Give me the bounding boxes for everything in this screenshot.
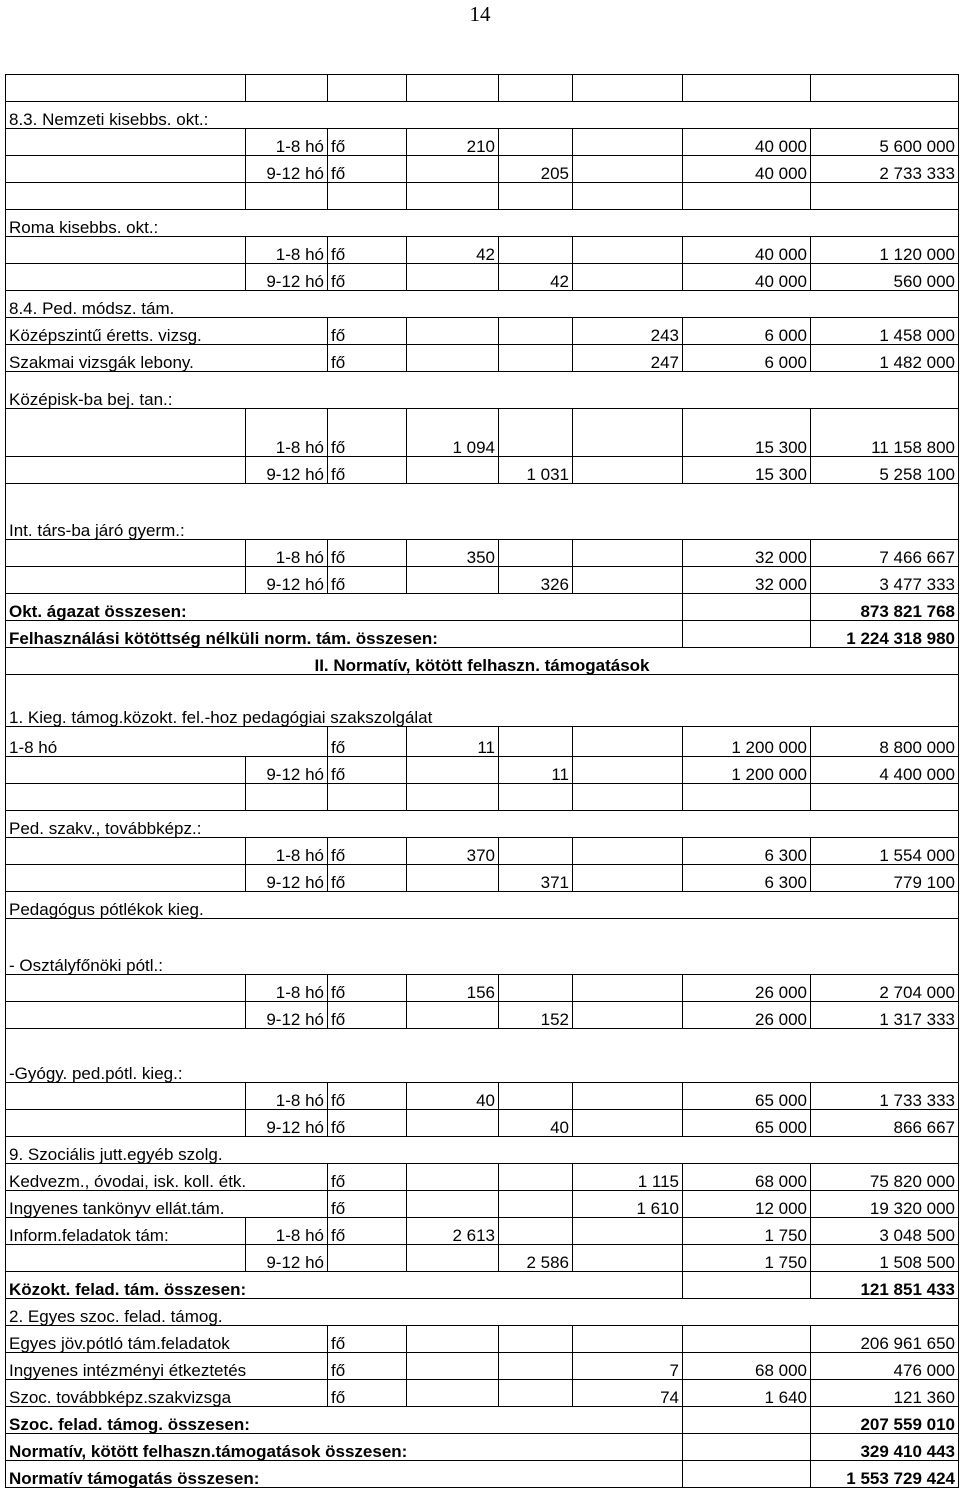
cell-label: Ingyenes tankönyv ellát.tám. xyxy=(6,1191,328,1218)
cell-total xyxy=(811,784,959,811)
cell-label xyxy=(6,1083,246,1110)
cell-rate: 6 300 xyxy=(683,865,811,892)
cell-q2 xyxy=(499,1326,573,1353)
cell-unit: fő xyxy=(328,409,407,457)
cell-q3 xyxy=(573,975,683,1002)
cell-q3 xyxy=(573,784,683,811)
cell-unit xyxy=(328,784,407,811)
table-row xyxy=(6,1380,959,1407)
cell-q3 xyxy=(573,540,683,567)
cell-q2 xyxy=(499,1353,573,1380)
cell-period: 1-8 hó xyxy=(246,1083,328,1110)
cell-period: 1-8 hó xyxy=(246,1218,328,1245)
table-row xyxy=(6,75,959,102)
cell-unit: fő xyxy=(328,1164,407,1191)
cell-total: 2 704 000 xyxy=(811,975,959,1002)
cell-label: 8.4. Ped. módsz. tám. xyxy=(6,291,959,318)
table-row xyxy=(6,919,959,975)
cell-q3: 1 115 xyxy=(573,1164,683,1191)
table-row xyxy=(6,1164,959,1191)
cell-period: 9-12 hó xyxy=(246,865,328,892)
cell-total: 779 100 xyxy=(811,865,959,892)
cell-label: 9. Szociális jutt.egyéb szolg. xyxy=(6,1137,959,1164)
cell-label xyxy=(6,1245,246,1272)
table-row xyxy=(6,1218,959,1245)
table-row xyxy=(6,156,959,183)
cell-rate: 6 000 xyxy=(683,345,811,372)
cell-label: Egyes jöv.pótló tám.feladatok xyxy=(6,1326,328,1353)
cell-total xyxy=(811,183,959,210)
cell-q3 xyxy=(573,156,683,183)
cell-total: 19 320 000 xyxy=(811,1191,959,1218)
cell-q3 xyxy=(573,1002,683,1029)
cell-rate: 1 640 xyxy=(683,1380,811,1407)
cell-period: 9-12 hó xyxy=(246,264,328,291)
cell-period: 9-12 hó xyxy=(246,457,328,484)
cell-total: 560 000 xyxy=(811,264,959,291)
cell-period: 1-8 hó xyxy=(246,975,328,1002)
cell-rate: 1 750 xyxy=(683,1245,811,1272)
cell-rate: 40 000 xyxy=(683,156,811,183)
cell-total: 1 553 729 424 xyxy=(811,1461,959,1488)
cell-q2 xyxy=(499,129,573,156)
cell-q1: 370 xyxy=(407,838,499,865)
cell-label: Felhasználási kötöttség nélküli norm. tám. összesen: xyxy=(6,621,683,648)
cell-unit: fő xyxy=(328,1002,407,1029)
cell-rate: 1 200 000 xyxy=(683,727,811,757)
cell-rate: 15 300 xyxy=(683,457,811,484)
table-row xyxy=(6,1191,959,1218)
cell-total: 207 559 010 xyxy=(811,1407,959,1434)
cell-q1: 156 xyxy=(407,975,499,1002)
cell-unit: fő xyxy=(328,865,407,892)
table-row xyxy=(6,727,959,757)
cell-rate: 26 000 xyxy=(683,1002,811,1029)
cell-total: 121 360 xyxy=(811,1380,959,1407)
cell-rate xyxy=(683,183,811,210)
cell-label xyxy=(6,784,246,811)
cell-unit: fő xyxy=(328,838,407,865)
cell-rate xyxy=(683,594,811,621)
table-row xyxy=(6,1299,959,1326)
cell-total: 1 120 000 xyxy=(811,237,959,264)
cell-unit: fő xyxy=(328,457,407,484)
cell-q3 xyxy=(573,727,683,757)
cell-label: 8.3. Nemzeti kisebbs. okt.: xyxy=(6,102,959,129)
table-row xyxy=(6,102,959,129)
cell-q3 xyxy=(573,457,683,484)
cell-q3: 243 xyxy=(573,318,683,345)
cell-q1 xyxy=(407,1245,499,1272)
cell-rate: 32 000 xyxy=(683,540,811,567)
cell-q1 xyxy=(407,784,499,811)
cell-label xyxy=(6,540,246,567)
cell-rate: 65 000 xyxy=(683,1110,811,1137)
cell-label: Int. társ-ba járó gyerm.: xyxy=(6,484,959,540)
cell-period: 9-12 hó xyxy=(246,1245,328,1272)
cell-label: Pedagógus pótlékok kieg. xyxy=(6,892,959,919)
cell-rate xyxy=(683,784,811,811)
cell-rate: 6 000 xyxy=(683,318,811,345)
cell-q1 xyxy=(407,1353,499,1380)
cell-q3 xyxy=(573,129,683,156)
cell-total: 1 224 318 980 xyxy=(811,621,959,648)
table-row xyxy=(6,784,959,811)
cell-q1 xyxy=(407,757,499,784)
cell-q1 xyxy=(407,156,499,183)
cell-center: II. Normatív, kötött felhaszn. támogatások xyxy=(6,648,959,675)
cell-rate: 1 200 000 xyxy=(683,757,811,784)
cell-q2: 2 586 xyxy=(499,1245,573,1272)
cell-q2: 152 xyxy=(499,1002,573,1029)
cell-unit: fő xyxy=(328,540,407,567)
cell-total: 7 466 667 xyxy=(811,540,959,567)
cell-total: 4 400 000 xyxy=(811,757,959,784)
cell-q3 xyxy=(573,237,683,264)
cell-q1: 42 xyxy=(407,237,499,264)
cell-rate xyxy=(683,75,811,102)
cell-q3 xyxy=(573,1326,683,1353)
cell-q1 xyxy=(407,1380,499,1407)
cell-total: 121 851 433 xyxy=(811,1272,959,1299)
cell-q2 xyxy=(499,318,573,345)
cell-rate: 32 000 xyxy=(683,567,811,594)
cell-label: -Gyógy. ped.pótl. kieg.: xyxy=(6,1029,959,1083)
table-row xyxy=(6,345,959,372)
cell-q3: 74 xyxy=(573,1380,683,1407)
cell-total: 1 458 000 xyxy=(811,318,959,345)
table-row xyxy=(6,457,959,484)
cell-q1 xyxy=(407,865,499,892)
cell-label: Inform.feladatok tám: xyxy=(6,1218,246,1245)
cell-rate xyxy=(683,1326,811,1353)
cell-q2 xyxy=(499,975,573,1002)
cell-q3 xyxy=(573,409,683,457)
cell-label: 2. Egyes szoc. felad. támog. xyxy=(6,1299,959,1326)
table-row xyxy=(6,1110,959,1137)
cell-label: Közokt. felad. tám. összesen: xyxy=(6,1272,683,1299)
cell-unit: fő xyxy=(328,1326,407,1353)
cell-unit: fő xyxy=(328,1110,407,1137)
table-row xyxy=(6,621,959,648)
cell-rate: 40 000 xyxy=(683,264,811,291)
cell-q2 xyxy=(499,1380,573,1407)
cell-label xyxy=(6,129,246,156)
cell-period: 1-8 hó xyxy=(246,540,328,567)
table-row xyxy=(6,594,959,621)
table-row xyxy=(6,318,959,345)
cell-period: 1-8 hó xyxy=(246,129,328,156)
table-row xyxy=(6,1029,959,1083)
cell-q1: 2 613 xyxy=(407,1218,499,1245)
cell-label: Szoc. továbbképz.szakvizsga xyxy=(6,1380,328,1407)
cell-total: 75 820 000 xyxy=(811,1164,959,1191)
cell-q3: 7 xyxy=(573,1353,683,1380)
cell-label xyxy=(6,838,246,865)
cell-label: Középszintű éretts. vizsg. xyxy=(6,318,328,345)
table-row xyxy=(6,892,959,919)
cell-q3 xyxy=(573,838,683,865)
cell-rate: 15 300 xyxy=(683,409,811,457)
cell-total: 1 733 333 xyxy=(811,1083,959,1110)
cell-total: 206 961 650 xyxy=(811,1326,959,1353)
cell-total: 1 508 500 xyxy=(811,1245,959,1272)
cell-q3 xyxy=(573,1218,683,1245)
cell-unit: fő xyxy=(328,264,407,291)
cell-q2 xyxy=(499,1191,573,1218)
cell-unit: fő xyxy=(328,1353,407,1380)
cell-q1: 40 xyxy=(407,1083,499,1110)
cell-q1 xyxy=(407,318,499,345)
cell-q1 xyxy=(407,1110,499,1137)
cell-unit: fő xyxy=(328,318,407,345)
cell-q1 xyxy=(407,567,499,594)
cell-label xyxy=(6,567,246,594)
cell-q1: 210 xyxy=(407,129,499,156)
cell-period: 9-12 hó xyxy=(246,156,328,183)
cell-total: 866 667 xyxy=(811,1110,959,1137)
cell-label xyxy=(6,757,246,784)
cell-label: Kedvezm., óvodai, isk. koll. étk. xyxy=(6,1164,328,1191)
cell-label: Szoc. felad. támog. összesen: xyxy=(6,1407,683,1434)
cell-q2: 11 xyxy=(499,757,573,784)
cell-period: 9-12 hó xyxy=(246,1110,328,1137)
cell-q2 xyxy=(499,784,573,811)
cell-unit: fő xyxy=(328,567,407,594)
table-row xyxy=(6,1434,959,1461)
cell-q2 xyxy=(499,838,573,865)
cell-q1: 1 094 xyxy=(407,409,499,457)
cell-q1: 350 xyxy=(407,540,499,567)
cell-q3: 1 610 xyxy=(573,1191,683,1218)
cell-total: 329 410 443 xyxy=(811,1434,959,1461)
cell-period: 9-12 hó xyxy=(246,757,328,784)
cell-rate: 65 000 xyxy=(683,1083,811,1110)
table-row xyxy=(6,648,959,675)
cell-q1 xyxy=(407,1326,499,1353)
cell-unit: fő xyxy=(328,1191,407,1218)
cell-period: 9-12 hó xyxy=(246,567,328,594)
cell-q3 xyxy=(573,567,683,594)
cell-label xyxy=(6,183,246,210)
cell-total: 476 000 xyxy=(811,1353,959,1380)
cell-q2: 205 xyxy=(499,156,573,183)
cell-q2 xyxy=(499,183,573,210)
cell-period xyxy=(246,75,328,102)
table-row xyxy=(6,1002,959,1029)
cell-q2: 42 xyxy=(499,264,573,291)
cell-q2 xyxy=(499,1083,573,1110)
cell-rate xyxy=(683,1461,811,1488)
table-row xyxy=(6,1083,959,1110)
table-row xyxy=(6,372,959,409)
cell-unit: fő xyxy=(328,727,407,757)
table-row xyxy=(6,1137,959,1164)
cell-label: 1. Kieg. támog.közokt. fel.-hoz pedagógiai szakszolgálat xyxy=(6,675,959,727)
cell-unit xyxy=(328,183,407,210)
cell-total: 3 048 500 xyxy=(811,1218,959,1245)
cell-label xyxy=(6,237,246,264)
table-row xyxy=(6,975,959,1002)
table-row xyxy=(6,237,959,264)
table-row xyxy=(6,811,959,838)
cell-q1 xyxy=(407,75,499,102)
table-row xyxy=(6,1353,959,1380)
cell-total: 5 600 000 xyxy=(811,129,959,156)
cell-label: Normatív támogatás összesen: xyxy=(6,1461,683,1488)
cell-total: 1 482 000 xyxy=(811,345,959,372)
cell-q1: 11 xyxy=(407,727,499,757)
table-row xyxy=(6,567,959,594)
cell-rate: 1 750 xyxy=(683,1218,811,1245)
cell-total: 11 158 800 xyxy=(811,409,959,457)
cell-rate: 26 000 xyxy=(683,975,811,1002)
cell-q2: 40 xyxy=(499,1110,573,1137)
cell-label xyxy=(6,1002,246,1029)
cell-q3 xyxy=(573,75,683,102)
cell-q1 xyxy=(407,457,499,484)
table-row xyxy=(6,1272,959,1299)
cell-label xyxy=(6,457,246,484)
cell-total: 1 317 333 xyxy=(811,1002,959,1029)
cell-q3 xyxy=(573,757,683,784)
cell-label: Okt. ágazat összesen: xyxy=(6,594,683,621)
cell-q3 xyxy=(573,865,683,892)
cell-label xyxy=(6,865,246,892)
cell-q3 xyxy=(573,1245,683,1272)
table-row xyxy=(6,540,959,567)
cell-period: 9-12 hó xyxy=(246,1002,328,1029)
cell-q1 xyxy=(407,345,499,372)
table-row xyxy=(6,675,959,727)
cell-unit: fő xyxy=(328,237,407,264)
cell-q3 xyxy=(573,183,683,210)
cell-total: 2 733 333 xyxy=(811,156,959,183)
cell-rate xyxy=(683,1434,811,1461)
cell-label xyxy=(6,975,246,1002)
cell-q1 xyxy=(407,1191,499,1218)
cell-total: 5 258 100 xyxy=(811,457,959,484)
cell-q2: 1 031 xyxy=(499,457,573,484)
cell-q1 xyxy=(407,1164,499,1191)
cell-total xyxy=(811,75,959,102)
table-row xyxy=(6,484,959,540)
table-row xyxy=(6,1407,959,1434)
cell-q2 xyxy=(499,1218,573,1245)
cell-q2 xyxy=(499,1164,573,1191)
cell-q2 xyxy=(499,345,573,372)
table-row xyxy=(6,409,959,457)
cell-q2 xyxy=(499,727,573,757)
cell-unit: fő xyxy=(328,129,407,156)
cell-rate: 6 300 xyxy=(683,838,811,865)
cell-label: Középisk-ba bej. tan.: xyxy=(6,372,959,409)
cell-unit: fő xyxy=(328,345,407,372)
cell-period: 1-8 hó xyxy=(246,409,328,457)
cell-rate: 68 000 xyxy=(683,1353,811,1380)
cell-label: Normatív, kötött felhaszn.támogatások összesen: xyxy=(6,1434,683,1461)
cell-label: Ingyenes intézményi étkeztetés xyxy=(6,1353,328,1380)
cell-unit: fő xyxy=(328,1380,407,1407)
cell-label: Ped. szakv., továbbképz.: xyxy=(6,811,959,838)
cell-label xyxy=(6,1110,246,1137)
table-row xyxy=(6,183,959,210)
cell-label xyxy=(6,75,246,102)
cell-label xyxy=(6,409,246,457)
cell-q2 xyxy=(499,409,573,457)
page-number: 14 xyxy=(469,2,491,26)
cell-total: 8 800 000 xyxy=(811,727,959,757)
table-row xyxy=(6,865,959,892)
cell-label xyxy=(6,156,246,183)
cell-label: - Osztályfőnöki pótl.: xyxy=(6,919,959,975)
cell-rate: 40 000 xyxy=(683,237,811,264)
cell-period xyxy=(246,183,328,210)
cell-rate: 12 000 xyxy=(683,1191,811,1218)
table-row xyxy=(6,1461,959,1488)
cell-q1 xyxy=(407,183,499,210)
table-row xyxy=(6,264,959,291)
cell-unit xyxy=(328,1245,407,1272)
cell-q1 xyxy=(407,264,499,291)
cell-q2 xyxy=(499,540,573,567)
cell-unit: fő xyxy=(328,1218,407,1245)
cell-unit xyxy=(328,75,407,102)
cell-rate xyxy=(683,1407,811,1434)
table-row xyxy=(6,757,959,784)
cell-rate xyxy=(683,1272,811,1299)
cell-q2 xyxy=(499,75,573,102)
cell-q2 xyxy=(499,237,573,264)
table-row xyxy=(6,129,959,156)
cell-period: 1-8 hó xyxy=(246,838,328,865)
cell-q3 xyxy=(573,1083,683,1110)
cell-q2: 326 xyxy=(499,567,573,594)
table-row xyxy=(6,1245,959,1272)
cell-q3 xyxy=(573,1110,683,1137)
cell-unit: fő xyxy=(328,975,407,1002)
cell-q1 xyxy=(407,1002,499,1029)
cell-total: 3 477 333 xyxy=(811,567,959,594)
table-row xyxy=(6,838,959,865)
cell-period xyxy=(246,784,328,811)
cell-rate: 40 000 xyxy=(683,129,811,156)
cell-label: Roma kisebbs. okt.: xyxy=(6,210,959,237)
cell-q3: 247 xyxy=(573,345,683,372)
cell-unit: fő xyxy=(328,757,407,784)
cell-label: 1-8 hó xyxy=(6,727,328,757)
cell-rate: 68 000 xyxy=(683,1164,811,1191)
table-row xyxy=(6,210,959,237)
table-row xyxy=(6,291,959,318)
cell-unit: fő xyxy=(328,1083,407,1110)
cell-q2: 371 xyxy=(499,865,573,892)
cell-label: Szakmai vizsgák lebony. xyxy=(6,345,328,372)
table-row xyxy=(6,1326,959,1353)
cell-unit: fő xyxy=(328,156,407,183)
cell-total: 873 821 768 xyxy=(811,594,959,621)
cell-q3 xyxy=(573,264,683,291)
cell-label xyxy=(6,264,246,291)
cell-total: 1 554 000 xyxy=(811,838,959,865)
budget-table xyxy=(5,74,959,1488)
cell-rate xyxy=(683,621,811,648)
cell-period: 1-8 hó xyxy=(246,237,328,264)
